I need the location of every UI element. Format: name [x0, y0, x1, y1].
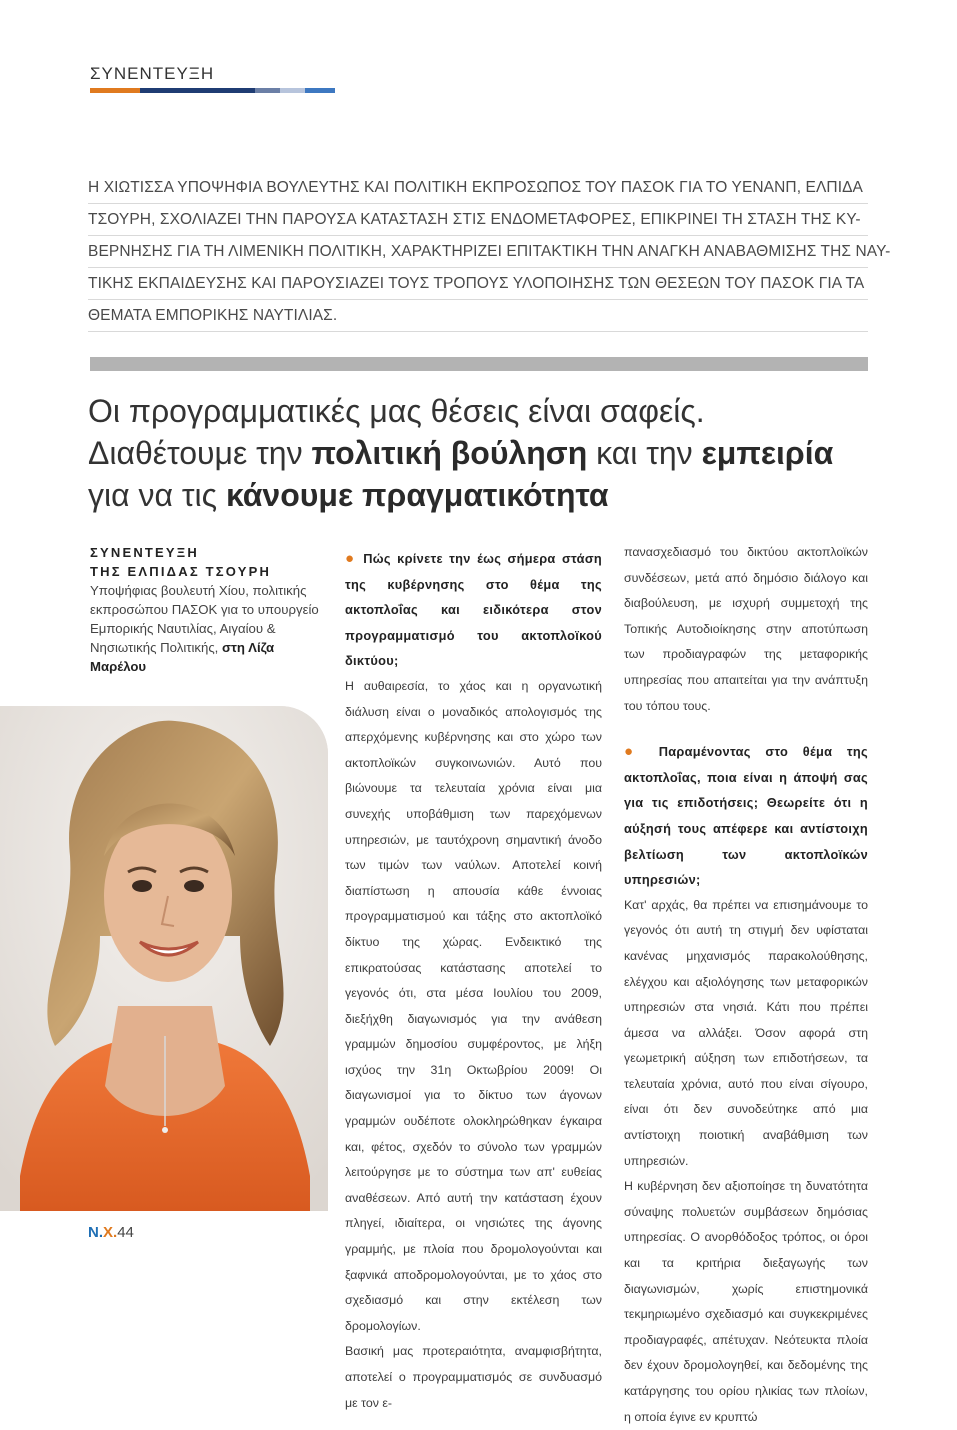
answer-paragraph: Η κυβέρνηση δεν αξιοποίησε τη δυνατότητα σύναψης πολυετών συμβάσεων δημόσιας υπηρεσίας. Ο ανορθόδοξος τρόπος, οι όροι και τα κριτήρια διεξαγωγής των διαγωνισμών, χωρίς επιστημονικά τεκμηριωμένο σχεδιασμό και συγκεκριμένες προδιαγραφές, απέτυχαν. Νεότευκτα πλοία δεν έχουν δρομολογηθεί, και δεδομένης της κατάργησης του ορίου ηλικίας των πλοίων, η οποία έγινε εν κρυπτώ	[624, 1179, 868, 1424]
page-number	[88, 1224, 134, 1241]
answer-paragraph: Βασική μας προτεραιότητα, αναμφισβήτητα, αποτελεί ο προγραμματισμός σε συνδυασμό με τον ε-	[345, 1344, 602, 1410]
question-text: Πώς κρίνετε την έως σήμερα στάση της κυβέρνησης στο θέμα της ακτοπλοΐας και ειδικότερα στον προγραμματισμό του ακτοπλοϊκού δικτύου;	[345, 551, 602, 669]
section-label: ΣΥΝΕΝΤΕΥΞΗ	[90, 64, 215, 83]
headline-text: για να τις	[88, 477, 226, 513]
answer-paragraph: Η αυθαιρεσία, το χάος και η οργανωτική διάλυση είναι ο μοναδικός απολογισμός της απερχόμενης κυβέρνησης και στο χώρο των ακτοπλοϊκών συγκοινωνιών. Αυτό που βιώνουμε τα τελευταία χρόνια είναι μια συνεχής υποβάθμιση των παρεχόμενων υπηρεσιών, με ταυτόχρονη σημαντική άνοδο των τιμών των ναύλων. Αποτελεί κοινή διαπίστωση η απουσία κάθε έννοιας προγραμματισμού και τάξης στο ακτοπλοϊκό δίκτυο της χώρας. Ενδεικτικό της επικρατούσας κατάστασης αποτελεί το γεγονός ότι, στα μέσα Ιουλίου του 2009, διεξήχθη διαγωνισμός για την ανάθεση γραμμών δημοσίου συμφέροντος, με λήξη ισχύος την 31η Οκτωβρίου 2009! Οι διαγωνισμοί για το δίκτυο των άγονων γραμμών ουδέποτε ολοκληρώθηκαν έγκαιρα και, φέτος, σχεδόν το σύνολο των γραμμών λειτούργησε με το σύστημα των απ' ευθείας αναθέσεων. Από αυτή την κατάσταση έχουν πληγεί, ιδιαίτερα, οι νησιώτες της άγονης γραμμής, με πλοία που δρομολογούνται και ξαφνικά αποδρομολογούνται, με το χάος στο σχεδιασμό και στην εκτέλεση των δρομολογίων.	[345, 678, 602, 1333]
section-colorbar	[90, 88, 335, 93]
headline-text: Διαθέτουμε την	[88, 435, 312, 471]
question-2	[624, 739, 868, 893]
intro-line: Η ΧΙΩΤΙΣΣΑ ΥΠΟΨΗΦΙΑ ΒΟΥΛΕΥΤΗΣ ΚΑΙ ΠΟΛΙΤΙΚΗ ΕΚΠΡΟΣΩΠΟΣ ΤΟΥ ΠΑΣΟΚ ΓΙΑ ΤΟ ΥΕΝΑΝΠ, ΕΛΠΙΔΑ	[88, 172, 868, 204]
headline-emphasis: πολιτική βούληση	[311, 435, 588, 471]
answer-paragraph: Κατ' αρχάς, θα πρέπει να επισημάνουμε το γεγονός ότι αυτή τη στιγμή δεν υφίσταται κανένας μηχανισμός παρακολούθησης, ελέγχου και αξιολόγησης των μεταφορικών υπηρεσιών στα νησιά. Κάτι που πρέπει άμεσα να αλλάξει. Όσον αφορά στη γεωμετρική αύξηση των επιδοτήσεων, τα τελευταία χρόνια, αυτό που είναι σίγουρο, είναι ότι δεν συνοδεύτηκε από μια αντίστοιχη ποιοτική αναβάθμιση των υπηρεσιών.	[624, 897, 868, 1168]
headline-line: Οι προγραμματικές μας θέσεις είναι σαφείς.	[88, 393, 705, 429]
colorbar-segment	[90, 88, 140, 93]
byline	[90, 543, 330, 676]
portrait-illustration	[0, 706, 328, 1211]
article-column-1	[345, 546, 602, 1416]
colorbar-segment	[305, 88, 335, 93]
colorbar-segment	[280, 88, 305, 93]
colorbar-segment	[140, 88, 255, 93]
bullet-icon: ●	[624, 743, 645, 761]
article-column-2	[624, 540, 868, 1430]
intro-line: ΤΣΟΥΡΗ, ΣΧΟΛΙΑΖΕΙ ΤΗΝ ΠΑΡΟΥΣΑ ΚΑΤΑΣΤΑΣΗ ΣΤΙΣ ΕΝΔΟΜΕΤΑΦΟΡΕΣ, ΕΠΙΚΡΙΝΕΙ ΤΗ ΣΤΑΣΗ ΤΗΣ ΚΥ-	[88, 204, 868, 236]
intro-paragraph	[88, 172, 891, 332]
divider-band	[90, 357, 868, 371]
folio-page: 44	[117, 1224, 134, 1241]
colorbar-segment	[255, 88, 280, 93]
portrait-photo	[0, 706, 328, 1211]
byline-subtitle: ΤΗΣ ΕΛΠΙΔΑΣ ΤΣΟΥΡΗ	[90, 564, 272, 579]
headline	[88, 390, 888, 516]
headline-emphasis: κάνουμε πραγματικότητα	[225, 477, 609, 513]
headline-text: και την	[587, 435, 702, 471]
headline-emphasis: εμπειρία	[701, 435, 834, 471]
intro-line: ΘΕΜΑΤΑ ΕΜΠΟΡΙΚΗΣ ΝΑΥΤΙΛΙΑΣ.	[88, 300, 868, 332]
question-1	[345, 546, 602, 674]
intro-line: ΤΙΚΗΣ ΕΚΠΑΙΔΕΥΣΗΣ ΚΑΙ ΠΑΡΟΥΣΙΑΖΕΙ ΤΟΥΣ ΤΡΟΠΟΥΣ ΥΛΟΠΟΙΗΣΗΣ ΤΩΝ ΘΕΣΕΩΝ ΤΟΥ ΠΑΣΟΚ ΓΙΑ ΤΑ	[88, 268, 868, 300]
byline-title: ΣΥΝΕΝΤΕΥΞΗ	[90, 545, 199, 560]
intro-line: ΒΕΡΝΗΣΗΣ ΓΙΑ ΤΗ ΛΙΜΕΝΙΚΗ ΠΟΛΙΤΙΚΗ, ΧΑΡΑΚΤΗΡΙΖΕΙ ΕΠΙΤΑΚΤΙΚΗ ΤΗΝ ΑΝΑΓΚΗ ΑΝΑΒΑΘΜΙΣΗΣ ΤΗΣ ΝΑΥ-	[88, 236, 868, 268]
bullet-icon: ●	[345, 550, 357, 567]
folio-x: X.	[103, 1224, 118, 1241]
headline-line	[88, 432, 888, 474]
question-text: Παραμένοντας στο θέμα της ακτοπλοΐας, ποια είναι η άποψή σας για τις επιδοτήσεις; Θεωρείτε ότι η αύξησή τους απέφερε και αντίστοιχη βελτίωση των ακτοπλοϊκών υπηρεσιών;	[624, 744, 868, 888]
headline-line	[88, 474, 888, 516]
byline-desc-text: Υποψήφιας βουλευτή Χίου, πολιτικής εκπροσώπου ΠΑΣΟΚ για το υπουργείο Εμπορικής Ναυτιλίας, Αιγαίου & Νησιωτικής Πολιτικής,	[90, 583, 319, 655]
folio-n: N.	[88, 1224, 103, 1241]
answer-paragraph: πανασχεδιασμό του δικτύου ακτοπλοϊκών συνδέσεων, μετά από δημόσιο διάλογο και διαβούλευση, με ισχυρή συμμετοχή της Τοπικής Αυτοδιοίκησης στην αποτύπωση των προδιαγραφών της μεταφορικής υπηρεσίας που απαιτείται για την ανάπτυξη του τόπου τους.	[624, 545, 868, 713]
byline-description	[90, 581, 330, 676]
byline-author: στη Λίζα Μαρέλου	[90, 640, 275, 674]
